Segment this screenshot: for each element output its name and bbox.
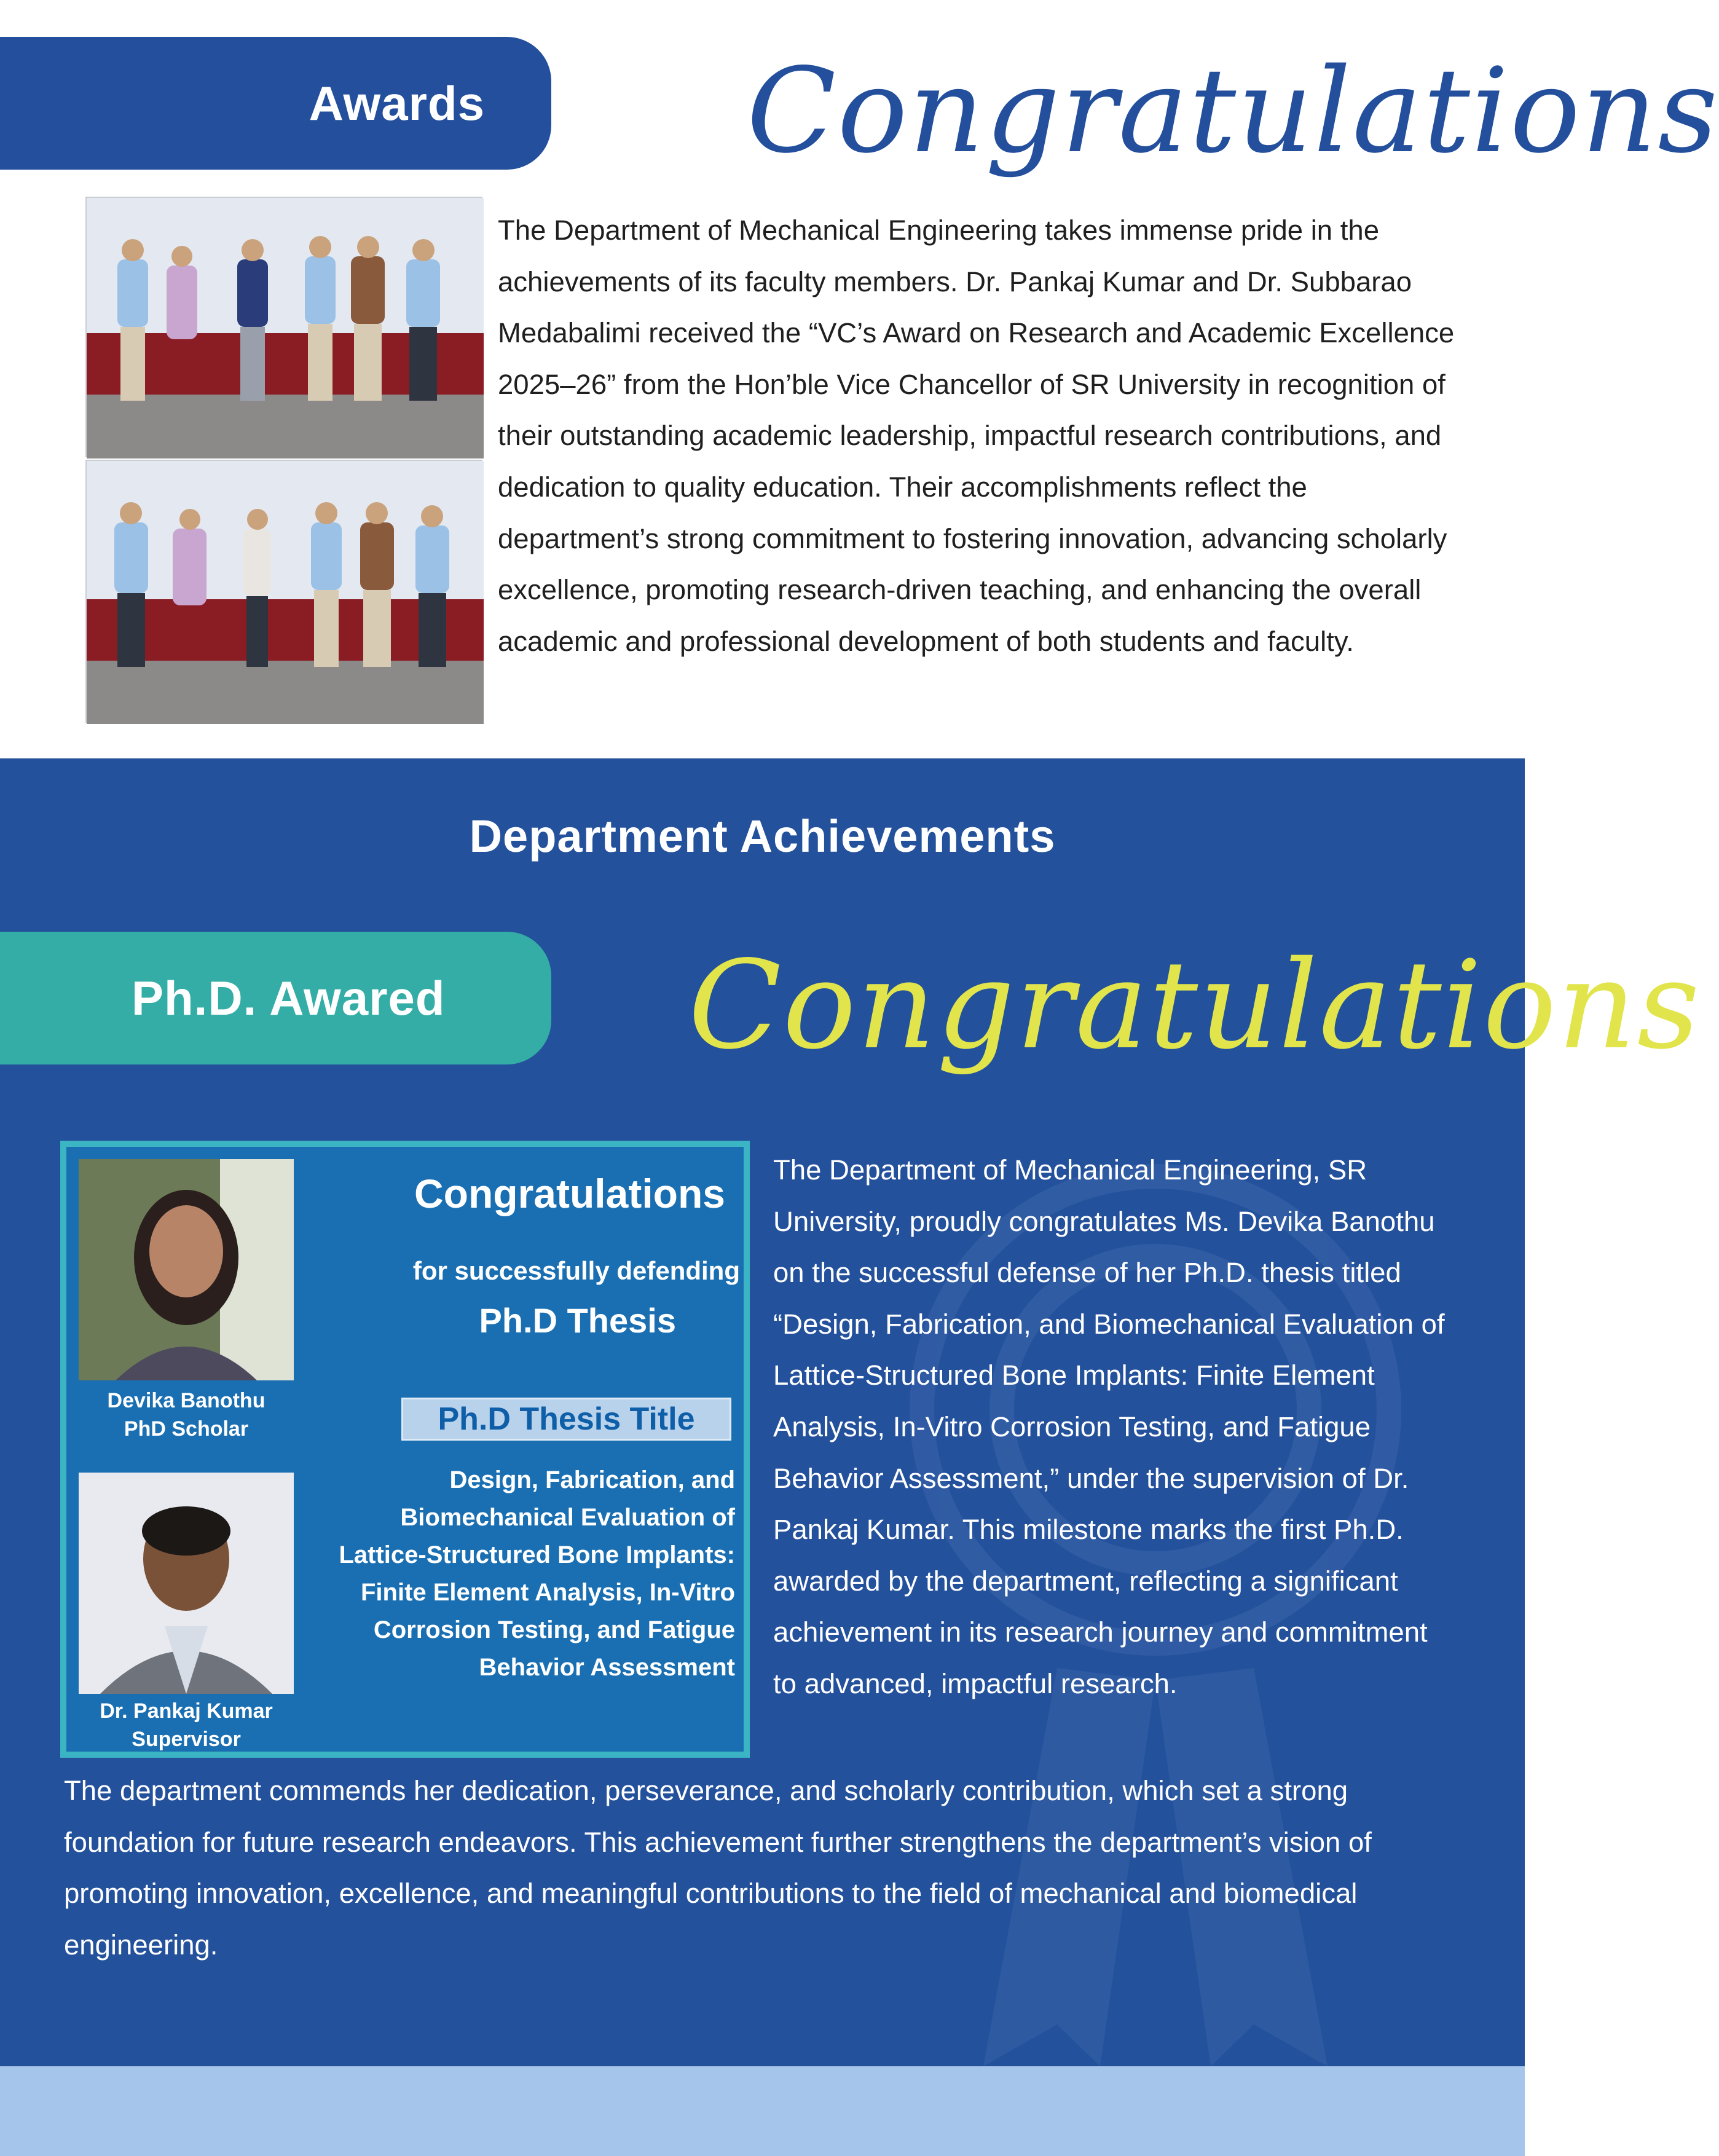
- phd-awarded-label: Ph.D. Awared: [132, 971, 446, 1025]
- poster-for-text: for successfully defending: [412, 1256, 740, 1285]
- award-ceremony-photo-1: [85, 197, 482, 457]
- awards-congratulations-heading: Congratulations: [747, 43, 1719, 179]
- phd-awarded-label-pill: [0, 932, 551, 1064]
- phd-paragraph-2: The department commends her dedication, perseverance, and scholarly contribution, which set a strong foundation for future research endeavors. This achievement further strengthens the department’s vision of promoting innovation, excellence, and meaningful contributions to the field of mechanical and biomedical engineering.: [64, 1775, 1372, 1961]
- poster-thesis-label: Ph.D Thesis: [479, 1301, 676, 1340]
- poster-thesis-title-badge: Ph.D Thesis Title: [401, 1398, 731, 1441]
- scholar-name: Devika Banothu: [107, 1389, 266, 1412]
- supervisor-portrait: [79, 1473, 294, 1694]
- supervisor-name: Dr. Pankaj Kumar: [100, 1699, 273, 1723]
- scholar-portrait: [79, 1159, 294, 1380]
- supervisor-caption: [73, 1697, 300, 1753]
- award-ceremony-photo-2: [85, 460, 482, 723]
- scholar-caption: [73, 1387, 300, 1443]
- awards-paragraph: The Department of Mechanical Engineering takes immense pride in the achievements of its faculty members. Dr. Pankaj Kumar and Dr. Subbarao Medabalimi received the “VC’s Award on Research and Academic Excellence 2025–26” from the Hon’ble Vice Chancellor of SR University in recognition of their outstanding academic leadership, impactful research contributions, and dedication to quality education. Their accomplishments reflect the department’s strong commitment to fostering innovation, advancing scholarly excellence, promoting research-driven teaching, and enhancing the overall academic and professional development of both students and faculty.: [498, 214, 1455, 657]
- awards-label: Awards: [309, 76, 485, 130]
- department-achievements-title: Department Achievements: [469, 811, 1056, 862]
- awards-label-pill: [0, 37, 551, 170]
- scholar-role: PhD Scholar: [124, 1417, 249, 1441]
- footer-band: [0, 2066, 1525, 2156]
- poster-thesis-title: Design, Fabrication, and Biomechanical Evaluation of Lattice-Structured Bone Implants: Finite Element Analysis, In-Vitro Corrosion Testing, and Fatigue Behavior Assessment: [339, 1466, 735, 1681]
- poster-congratulations: Congratulations: [414, 1171, 725, 1216]
- phd-paragraph-1: The Department of Mechanical Engineering, SR University, proudly congratulates Ms. Devika Banothu on the successful defense of her Ph.D. thesis titled “Design, Fabrication, and Biomechanical Evaluation of Lattice-Structured Bone Implants: Finite Element Analysis, In-Vitro Corrosion Testing, and Fatigue Behavior Assessment,” under the supervision of Dr. Pankaj Kumar. This milestone marks the first Ph.D. awarded by the department, reflecting a significant achievement in its research journey and commitment to advanced, impactful research.: [773, 1154, 1445, 1699]
- supervisor-role: Supervisor: [132, 1728, 241, 1751]
- phd-congratulations-heading: Congratulations: [688, 934, 1701, 1076]
- phd-congratulations-poster: [60, 1141, 750, 1758]
